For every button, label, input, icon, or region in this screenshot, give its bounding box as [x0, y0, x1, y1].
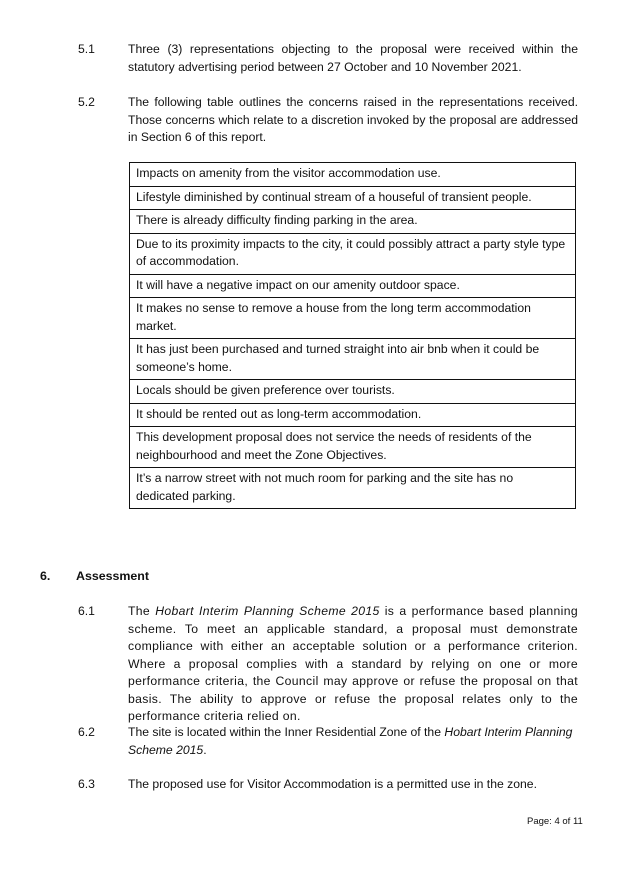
scheme-title: Hobart Interim Planning Scheme 2015 [155, 604, 380, 618]
paragraph-text: The proposed use for Visitor Accommodation is a permitted use in the zone. [128, 777, 537, 791]
paragraph-number: 5.1 [78, 42, 95, 56]
table-row [130, 427, 576, 468]
paragraph-6-3 [78, 776, 578, 794]
paragraph-5-1 [78, 41, 578, 76]
text-run: . [203, 742, 207, 757]
paragraph-text [128, 724, 578, 759]
paragraph-number: 6.2 [78, 725, 95, 739]
paragraph-number: 6.3 [78, 777, 95, 791]
paragraph-5-2 [78, 94, 578, 147]
table-row [130, 403, 576, 427]
section-title: Assessment [76, 569, 150, 583]
table-cell: There is already difficulty finding parking in the area. [130, 210, 576, 234]
page-number: Page: 4 of 11 [527, 816, 583, 827]
table-cell: It makes no sense to remove a house from the long term accommodation market. [130, 298, 576, 339]
table-row [130, 233, 576, 274]
paragraph-number: 5.2 [78, 95, 95, 109]
table-row [130, 210, 576, 234]
table-row [130, 163, 576, 187]
table-row [130, 339, 576, 380]
table-row [130, 274, 576, 298]
table-cell: It’s a narrow street with not much room for parking and the site has no dedicated parking. [130, 468, 576, 509]
paragraph-6-1 [78, 603, 578, 726]
table-row [130, 380, 576, 404]
table-row [130, 468, 576, 509]
paragraph-text [128, 603, 578, 726]
table-cell: Lifestyle diminished by continual stream of a houseful of transient people. [130, 186, 576, 210]
table-cell: Due to its proximity impacts to the city, it could possibly attract a party style type of accommodation. [130, 233, 576, 274]
table-cell: This development proposal does not service the needs of residents of the neighbourhood and meet the Zone Objectives. [130, 427, 576, 468]
paragraph-number: 6.1 [78, 604, 95, 618]
section-number: 6. [40, 569, 51, 583]
table-cell: Impacts on amenity from the visitor accommodation use. [130, 163, 576, 187]
table-cell: It will have a negative impact on our amenity outdoor space. [130, 274, 576, 298]
scheme-title: Hobart Interim Planning Scheme 2015 [128, 725, 573, 757]
table-cell: Locals should be given preference over tourists. [130, 380, 576, 404]
text-run: is a performance based planning scheme. To meet an applicable standard, a proposal must demonstrate compliance with either an acceptable solution or a performance criterion. Where a proposal complies with a standard by relying on one or more performance criteria, the Council may approve or refuse the proposal on that basis. The ability to approve or refuse the proposal relates only to the performance criteria relied on. [128, 604, 578, 723]
paragraph-6-2 [78, 724, 578, 759]
table-cell: It should be rented out as long-term accommodation. [130, 403, 576, 427]
table-row [130, 186, 576, 210]
paragraph-text: Three (3) representations objecting to the proposal were received within the statutory advertising period between 27 October and 10 November 2021. [128, 42, 578, 74]
table-cell: It has just been purchased and turned straight into air bnb when it could be someone’s home. [130, 339, 576, 380]
concerns-table [129, 162, 576, 509]
text-run: The site is located within the Inner Residential Zone of the [128, 725, 445, 739]
table-row [130, 298, 576, 339]
paragraph-text: The following table outlines the concerns raised in the representations received. Those concerns which relate to a discretion invoked by the proposal are addressed in Section 6 of this report. [128, 95, 578, 144]
text-run: The [128, 604, 156, 618]
